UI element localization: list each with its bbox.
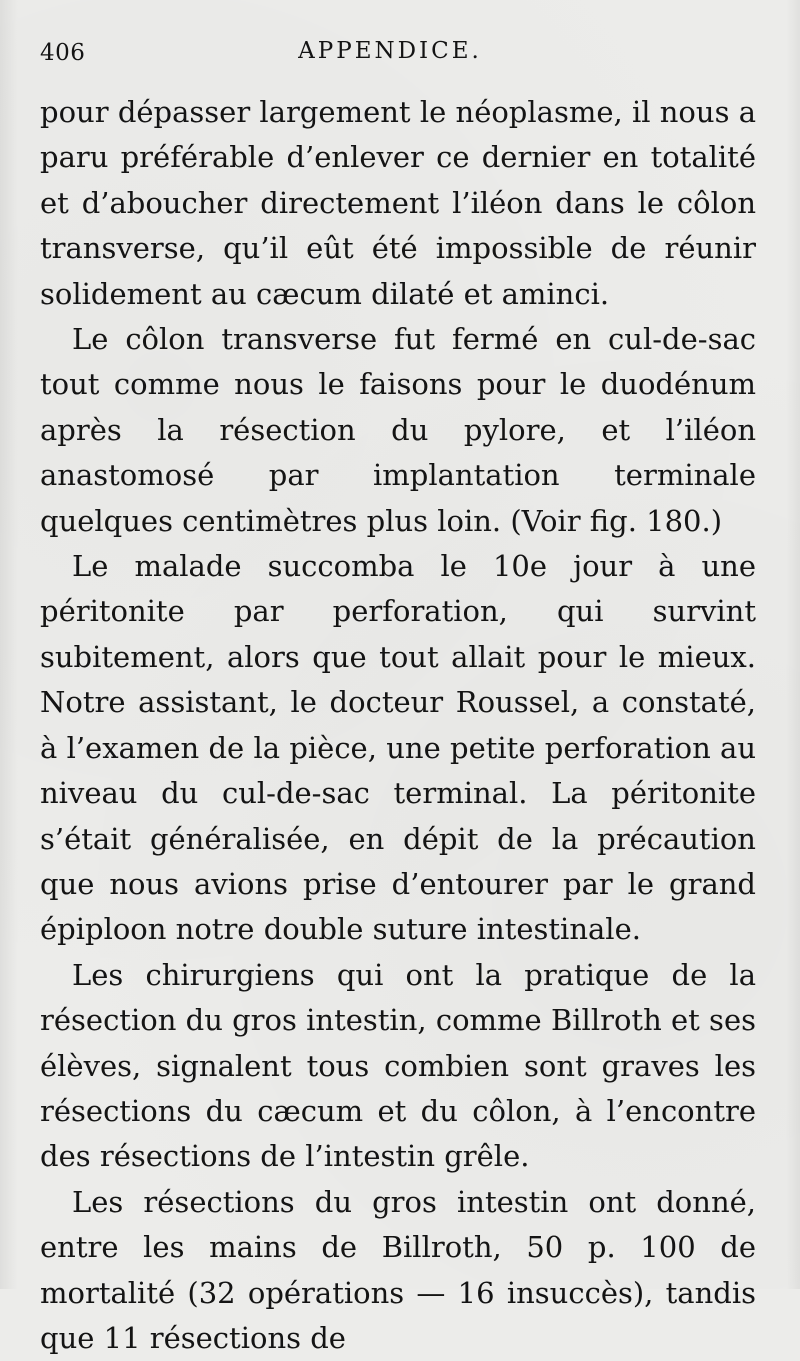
paragraph-4: Les chirurgiens qui ont la pratique de la résection du gros intestin, comme Billroth et ses élèves, signalent tous combien sont graves les résections du cæcum et du côlon, à l’encontre des résections de l’intestin grêle. bbox=[40, 957, 756, 1174]
paragraph-1: pour dépasser largement le néoplasme, il nous a paru préférable d’enlever ce dernier en totalité et d’aboucher directement l’iléon dans le côlon transverse, qu’il eût été impossible de réunir solidement au cæcum dilaté et aminci. bbox=[40, 95, 756, 311]
paragraph-2: Le côlon transverse fut fermé en cul-de-sac tout comme nous le faisons pour le duodénum après la résection du pylore, et l’iléon anastomosé par implantation terminale quelques centimètres plus loin. (Voir fig. 180.) bbox=[40, 322, 756, 538]
scan-shadow-left bbox=[0, 0, 18, 1289]
scan-shadow-right bbox=[786, 0, 800, 1289]
paragraph-3: Le malade succomba le 10e jour à une péritonite par perforation, qui survint subitement, alors que tout allait pour le mieux. Notre assistant, le docteur Roussel, a constaté, à l’examen de la pièce, une petite perforation au niveau du cul-de-sac terminal. La péritonite s’était généralisée, en dépit de la précaution que nous avions prise d’entourer par le grand épiploon notre double suture intestinale. bbox=[40, 549, 756, 947]
page-header bbox=[40, 34, 740, 74]
paragraph-5: Les résections du gros intestin ont donné, entre les mains de Billroth, 50 p. 100 de mortalité (32 opérations — 16 insuccès), tandis que 11 résections de bbox=[40, 1184, 756, 1355]
page-number: 406 bbox=[40, 40, 86, 66]
body-text bbox=[40, 90, 756, 1361]
running-head: APPENDICE. bbox=[298, 38, 482, 64]
